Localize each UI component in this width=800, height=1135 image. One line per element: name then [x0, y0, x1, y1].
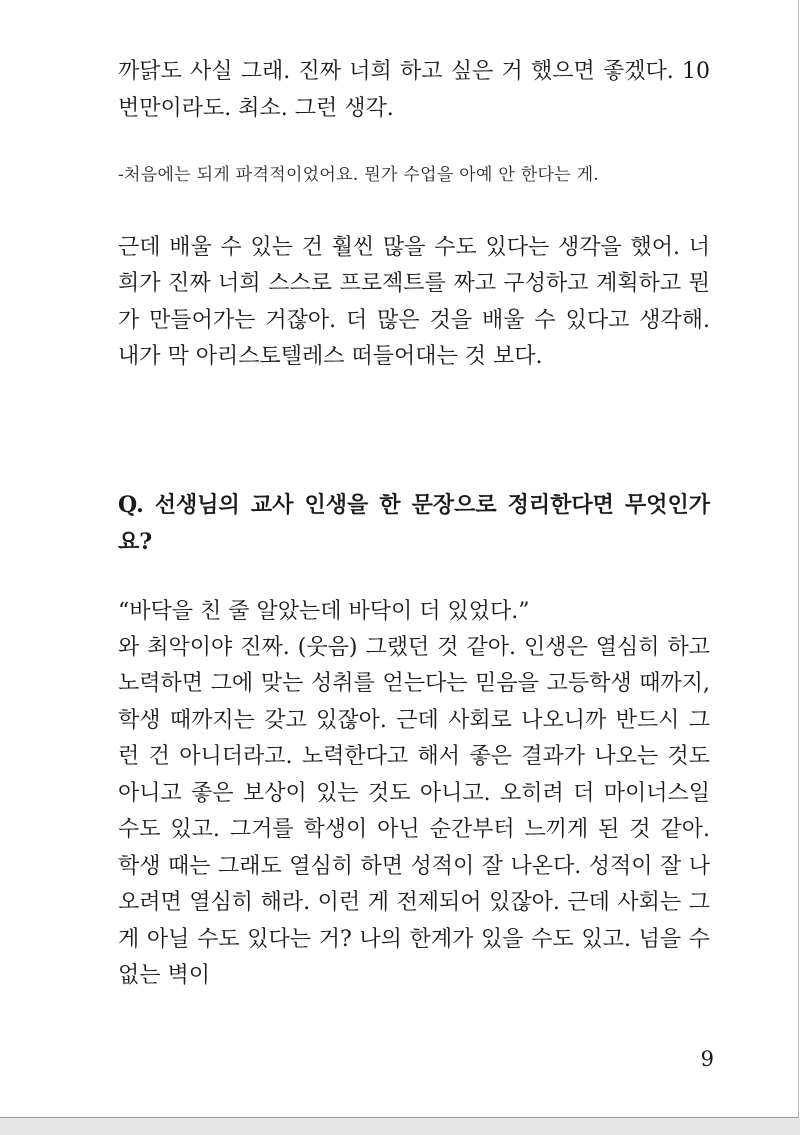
- page-content: [118, 54, 710, 995]
- interviewer-note: -처음에는 되게 파격적이었어요. 뭔가 수업을 아예 안 한다는 게.: [118, 165, 600, 185]
- paragraph-answer-continued: 까닭도 사실 그래. 진짜 너희 하고 싶은 거 했으면 좋겠다. 10번만이라도. 최소. 그런 생각.: [118, 59, 710, 121]
- page-number: 9: [700, 1047, 714, 1071]
- viewer-background-strip: [0, 1118, 800, 1135]
- paragraph-answer-body: 와 최악이야 진짜. (웃음) 그랬던 것 같아. 인생은 열심히 하고 노력하면 그에 맞는 성취를 얻는다는 믿음을 고등학생 때까지, 학생 때까지는 갖고 있잖아. 근데 사회로 나오니까 반드시 그런 건 아니더라고. 노력한다고 해서 좋은 결과가 나오는 것도 아니고 좋은 보상이 있는 것도 아니고. 오히려 더 마이너스일 수도 있고. 그거를 학생이 아닌 순간부터 느끼게 된 것 같아. 학생 때는 그래도 열심히 하면 성적이 잘 나온다. 성적이 잘 나오려면 열심히 해라. 이런 게 전제되어 있잖아. 근데 사회는 그게 아닐 수도 있다는 거? 나의 한계가 있을 수도 있고. 넘을 수 없는 벽이: [118, 634, 710, 988]
- spacer: [118, 561, 710, 594]
- spacer: [118, 194, 710, 230]
- spacer: [118, 376, 710, 487]
- spacer: [118, 127, 710, 157]
- question-heading: Q. 선생님의 교사 인생을 한 문장으로 정리한다면 무엇인가요?: [118, 491, 710, 555]
- answer-quote: “바닥을 친 줄 알았는데 바닥이 더 있었다.”: [118, 598, 530, 624]
- paragraph-answer: 근데 배울 수 있는 건 훨씬 많을 수도 있다는 생각을 했어. 너희가 진짜 너희 스스로 프로젝트를 짜고 구성하고 계획하고 뭔가 만들어가는 거잖아. 더 많은 것을 배울 수 있다고 생각해. 내가 막 아리스토텔레스 떠들어대는 것 보다.: [118, 234, 710, 369]
